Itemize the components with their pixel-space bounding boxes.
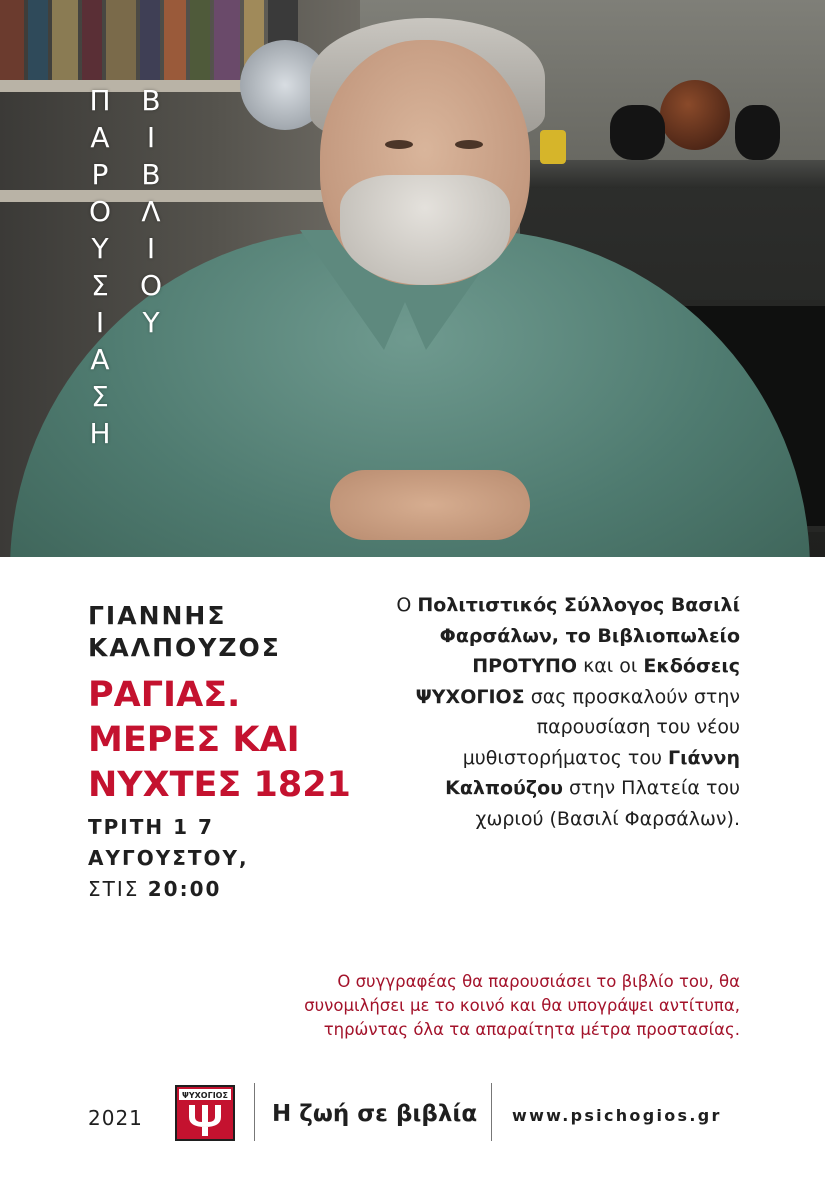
book-spine (214, 0, 240, 80)
footer-divider (254, 1083, 255, 1141)
invite-text: στην Πλατεία του (562, 777, 740, 799)
note-line: συνομιλήσει με το κοινό και θα υπογράψει αντίτυπα, (304, 996, 740, 1015)
vertical-letter: Β (141, 158, 161, 191)
vertical-letter: Ο (88, 195, 112, 228)
book-spine (52, 0, 78, 80)
vertical-letter: Υ (91, 232, 109, 265)
vertical-text-book (136, 82, 166, 341)
website-link[interactable]: www.psichogios.gr (512, 1106, 722, 1125)
invite-text-bold: Γιάννη (668, 746, 740, 769)
event-datetime (88, 812, 249, 905)
author-beard (340, 175, 510, 285)
author-first-name: ΓΙΑΝΝΗΣ (88, 601, 227, 630)
vertical-letter: Ι (95, 306, 105, 339)
invite-text-bold: Εκδόσεις (643, 655, 740, 677)
invite-text-bold: ΠΡΟΤΥΠΟ (472, 655, 578, 677)
vertical-letter: Ι (146, 232, 156, 265)
author-photo (0, 0, 825, 557)
vertical-letter: Σ (91, 380, 109, 413)
invite-text: χωριού (Βασιλί Φαρσάλων). (475, 807, 740, 830)
vertical-letter: Α (90, 121, 110, 154)
vertical-letter: Σ (91, 269, 109, 302)
author-name (88, 600, 281, 664)
safety-note (255, 970, 740, 1042)
author-last-name: ΚΑΛΠΟΥΖΟΣ (88, 633, 281, 662)
invite-text: Ο (396, 594, 418, 616)
vertical-letter: Β (141, 84, 161, 117)
psichogios-logo (175, 1085, 235, 1141)
book-title-line: ΝΥΧΤΕΣ 1821 (88, 765, 351, 805)
vertical-letter: Α (90, 343, 110, 376)
book-title-line: ΡΑΓΙΑΣ. (88, 675, 241, 715)
book-spine (0, 0, 24, 80)
invite-text-bold: ΨΥΧΟΓΙΟΣ (415, 685, 525, 708)
invitation-paragraph (355, 590, 740, 834)
left-eye (385, 140, 413, 149)
invite-text: παρουσίαση του νέου (536, 716, 740, 738)
vertical-letter: Υ (142, 306, 160, 339)
vertical-letter: Η (89, 417, 111, 450)
invite-text: σας προσκαλούν στην (524, 685, 740, 708)
event-time: 20:00 (147, 877, 222, 901)
vertical-letter: Ρ (91, 158, 109, 191)
footer-divider (491, 1083, 492, 1141)
book-spine (190, 0, 210, 80)
book-spine (164, 0, 186, 80)
invite-text: και οι (577, 655, 644, 677)
logo-wordmark: ΨΥΧΟΓΙΟΣ (182, 1091, 228, 1100)
note-line: τηρώντας όλα τα απαραίτητα μέτρα προστασίας. (323, 1020, 740, 1039)
book-spine (140, 0, 160, 80)
book-spine (82, 0, 102, 80)
vertical-letter: Π (89, 84, 111, 117)
elephant-ornament (610, 105, 665, 160)
event-day: ΤΡΙΤΗ 1 7 (88, 815, 214, 839)
vertical-letter: Ι (146, 121, 156, 154)
event-month: ΑΥΓΟΥΣΤΟΥ, (88, 846, 249, 870)
vase-ornament (660, 80, 730, 150)
book-spine (28, 0, 48, 80)
vertical-letter: Ο (139, 269, 163, 302)
mantel (510, 160, 825, 188)
book-spine (106, 0, 136, 80)
book-title (88, 673, 351, 808)
elephant-ornament (735, 105, 780, 160)
footer-slogan: Η ζωή σε βιβλία (272, 1101, 478, 1127)
vertical-letter: Λ (141, 195, 161, 228)
yellow-ornament (540, 130, 566, 164)
vertical-text-presentation (85, 82, 115, 452)
event-time-line (88, 874, 249, 905)
event-time-prefix: ΣΤΙΣ (88, 877, 148, 901)
invite-text-bold: Καλπούζου (445, 777, 563, 799)
invite-text-bold: Φαρσάλων, το Βιβλιοπωλείο (439, 624, 740, 647)
author-hands (330, 470, 530, 540)
invite-text-bold: Πολιτιστικός Σύλλογος Βασιλί (417, 594, 740, 616)
book-title-line: ΜΕΡΕΣ ΚΑΙ (88, 720, 300, 760)
invite-text: μυθιστορήματος του (462, 746, 669, 769)
note-line: Ο συγγραφέας θα παρουσιάσει το βιβλίο του, θα (337, 972, 740, 991)
right-eye (455, 140, 483, 149)
footer-year: 2021 (88, 1106, 143, 1130)
